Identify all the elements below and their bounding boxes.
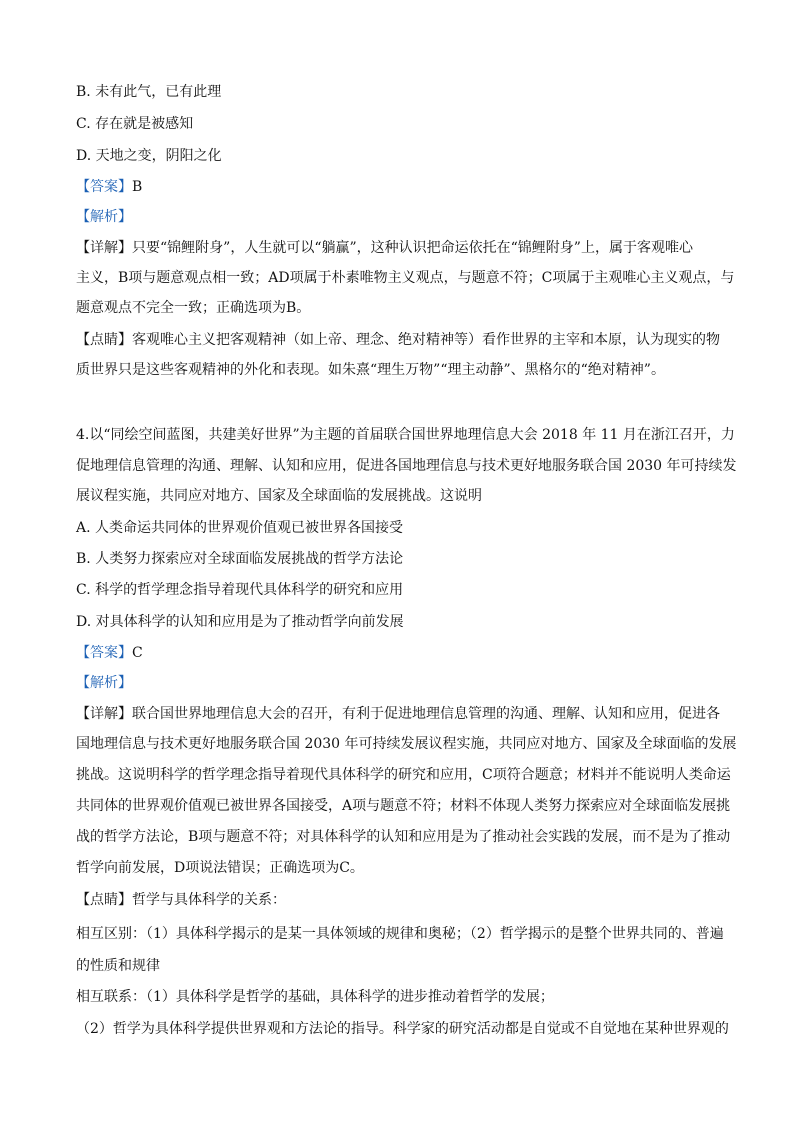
q4-comment-line-2: 的性质和规律 [76, 958, 160, 974]
q4-detail-line-1 [76, 704, 726, 724]
analysis-tag: 【解析】 [76, 675, 132, 691]
q4-comment-heading [76, 890, 726, 910]
comment-tag: 【点睛】 [76, 332, 132, 348]
detail-tag: 【详解】 [76, 706, 132, 722]
detail-text: 只要“锦鲤附身”，人生就可以“躺赢”，这种认识把命运依托在“锦鲤附身”上，属于客观唯心 [132, 240, 693, 256]
answer-value: C [132, 645, 143, 661]
q3-option-d: D. 天地之变，阴阳之化 [76, 148, 222, 164]
q3-comment-line-2: 质世界只是这些客观精神的外化和表现。如朱熹“理生万物”“理主动静”、黑格尔的“绝对精神”。 [76, 362, 665, 378]
q4-detail-line-6: 哲学向前发展，D项说法错误；正确选项为C。 [76, 860, 364, 876]
comment-tag: 【点睛】 [76, 892, 132, 908]
q3-detail-line-2: 主义，B项与题意观点相一致；AD项属于朴素唯物主义观点，与题意不符；C项属于主观唯心主义观点，与 [76, 270, 735, 286]
comment-title: 哲学与具体科学的关系： [132, 892, 286, 908]
q4-answer [76, 643, 726, 663]
q4-analysis-tag [76, 673, 726, 693]
q4-detail-line-5: 战的哲学方法论，B项与题意不符；对具体科学的认知和应用是为了推动社会实践的发展，而不是为了推动 [76, 829, 731, 845]
q3-option-b: B. 未有此气，已有此理 [76, 84, 222, 100]
answer-value: B [132, 179, 143, 195]
q4-option-d: D. 对具体科学的认知和应用是为了推动哲学向前发展 [76, 614, 404, 630]
q4-option-b: B. 人类努力探索应对全球面临发展挑战的哲学方法论 [76, 551, 404, 567]
q4-stem-line-1: 4.以“同绘空间蓝图，共建美好世界”为主题的首届联合国世界地理信息大会 2018 年 11 月在浙江召开，力 [76, 427, 735, 443]
q3-answer [76, 177, 726, 197]
q3-analysis-tag [76, 207, 726, 227]
q3-detail-line-3: 题意观点不完全一致；正确选项为B。 [76, 300, 311, 316]
q3-detail-line-1 [76, 238, 726, 258]
answer-tag: 【答案】 [76, 179, 132, 195]
q4-option-a: A. 人类命运共同体的世界观价值观已被世界各国接受 [76, 520, 404, 536]
q4-comment-line-4: （2）哲学为具体科学提供世界观和方法论的指导。科学家的研究活动都是自觉或不自觉地在某种世界观的 [76, 1021, 729, 1037]
q3-comment-line-1 [76, 330, 726, 350]
q4-option-c: C. 科学的哲学理念指导着现代具体科学的研究和应用 [76, 582, 404, 598]
q4-stem-line-3: 展议程实施，共同应对地方、国家及全球面临的发展挑战。这说明 [76, 488, 482, 504]
detail-tag: 【详解】 [76, 240, 132, 256]
q4-comment-line-3: 相互联系：（1）具体科学是哲学的基础，具体科学的进步推动着哲学的发展； [76, 989, 554, 1005]
q4-detail-line-2: 国地理信息与技术更好地服务联合国 2030 年可持续发展议程实施，共同应对地方、国家及全球面临的发展 [76, 736, 737, 752]
q4-comment-line-1: 相互区别：（1）具体科学揭示的是某一具体领域的规律和奥秘；（2）哲学揭示的是整个世界共同的、普遍 [76, 926, 724, 942]
comment-text: 客观唯心主义把客观精神（如上帝、理念、绝对精神等）看作世界的主宰和本原，认为现实的物 [132, 332, 720, 348]
q3-option-c: C. 存在就是被感知 [76, 116, 194, 132]
analysis-tag: 【解析】 [76, 209, 132, 225]
q4-stem-line-2: 促地理信息管理的沟通、理解、认知和应用，促进各国地理信息与技术更好地服务联合国 2030 年可持续发 [76, 458, 737, 474]
detail-text: 联合国世界地理信息大会的召开，有利于促进地理信息管理的沟通、理解、认知和应用，促进各 [132, 706, 720, 722]
q4-detail-line-4: 共同体的世界观价值观已被世界各国接受，A项与题意不符；材料不体现人类努力探索应对全球面临发展挑 [76, 798, 731, 814]
answer-tag: 【答案】 [76, 645, 132, 661]
q4-detail-line-3: 挑战。这说明科学的哲学理念指导着现代具体科学的研究和应用，C项符合题意；材料并不能说明人类命运 [76, 767, 731, 783]
